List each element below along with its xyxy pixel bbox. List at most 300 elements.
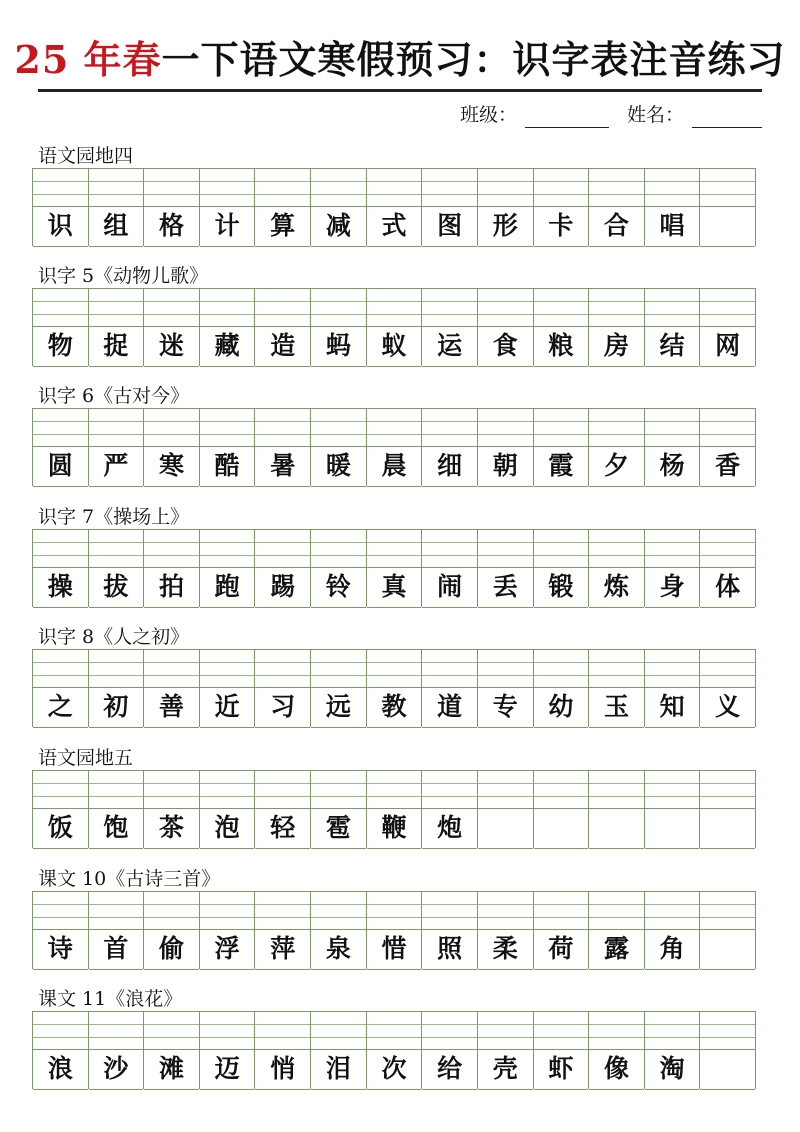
pinyin-writing-area[interactable]: [311, 891, 366, 930]
pinyin-writing-area[interactable]: [311, 649, 366, 688]
hanzi-character: 晨: [367, 446, 422, 487]
grid-cell: [33, 891, 89, 969]
hanzi-character: 霞: [534, 446, 589, 487]
pinyin-writing-area[interactable]: [645, 649, 700, 688]
pinyin-writing-area[interactable]: [200, 168, 255, 207]
grid-cell: [645, 168, 701, 246]
pinyin-writing-area[interactable]: [589, 891, 644, 930]
hanzi-character: 朝: [478, 446, 533, 487]
section-title: 识字 8《人之初》: [38, 626, 190, 648]
hanzi-character: 酷: [200, 446, 255, 487]
pinyin-writing-area[interactable]: [534, 1011, 589, 1050]
hanzi-character: 合: [589, 206, 644, 247]
grid-cell: [700, 529, 756, 607]
grid-cell: [700, 408, 756, 486]
grid-cell: [255, 288, 311, 366]
pinyin-writing-area[interactable]: [367, 408, 422, 447]
pinyin-writing-area[interactable]: [645, 529, 700, 568]
pinyin-writing-area[interactable]: [700, 1011, 755, 1050]
hanzi-character: 浪: [33, 1049, 88, 1090]
pinyin-writing-area[interactable]: [478, 408, 533, 447]
pinyin-writing-area[interactable]: [33, 1011, 88, 1050]
hanzi-character: [700, 808, 755, 849]
grid-cell: [700, 168, 756, 246]
hanzi-character: 锻: [534, 567, 589, 608]
grid-cell: [144, 649, 200, 727]
pinyin-writing-area[interactable]: [144, 288, 199, 327]
grid-cell: [255, 529, 311, 607]
grid-cell: [89, 529, 145, 607]
hanzi-character: 习: [255, 687, 310, 728]
pinyin-writing-area[interactable]: [422, 770, 477, 809]
pinyin-writing-area[interactable]: [367, 529, 422, 568]
section-title: 识字 7《操场上》: [38, 506, 190, 528]
pinyin-writing-area[interactable]: [144, 168, 199, 207]
grid-cell: [422, 408, 478, 486]
character-grid: [32, 1011, 756, 1089]
hanzi-character: 杨: [645, 446, 700, 487]
pinyin-writing-area[interactable]: [534, 891, 589, 930]
hanzi-character: 义: [700, 687, 755, 728]
grid-cell: [255, 408, 311, 486]
practice-section: [32, 505, 755, 601]
pinyin-writing-area[interactable]: [200, 1011, 255, 1050]
hanzi-character: 闹: [422, 567, 477, 608]
grid-cell: [645, 408, 701, 486]
section-title: 识字 6《古对今》: [38, 385, 190, 407]
hanzi-character: 饭: [33, 808, 88, 849]
character-grid: [32, 408, 756, 486]
hanzi-character: 照: [422, 929, 477, 970]
grid-cell: [200, 288, 256, 366]
pinyin-writing-area[interactable]: [589, 168, 644, 207]
hanzi-character: 荷: [534, 929, 589, 970]
pinyin-writing-area[interactable]: [311, 1011, 366, 1050]
grid-cell: [645, 529, 701, 607]
hanzi-character: 知: [645, 687, 700, 728]
pinyin-writing-area[interactable]: [367, 1011, 422, 1050]
pinyin-writing-area[interactable]: [367, 649, 422, 688]
pinyin-writing-area[interactable]: [422, 1011, 477, 1050]
hanzi-character: 初: [89, 687, 144, 728]
pinyin-writing-area[interactable]: [89, 168, 144, 207]
grid-cell: [645, 649, 701, 727]
pinyin-writing-area[interactable]: [33, 408, 88, 447]
practice-section: [32, 867, 755, 963]
pinyin-writing-area[interactable]: [700, 891, 755, 930]
pinyin-writing-area[interactable]: [700, 168, 755, 207]
pinyin-writing-area[interactable]: [89, 649, 144, 688]
grid-cell: [255, 168, 311, 246]
hanzi-character: 像: [589, 1049, 644, 1090]
hanzi-character: 丢: [478, 567, 533, 608]
pinyin-writing-area[interactable]: [422, 288, 477, 327]
pinyin-writing-area[interactable]: [89, 529, 144, 568]
grid-cell: [200, 408, 256, 486]
grid-cell: [144, 529, 200, 607]
pinyin-writing-area[interactable]: [311, 770, 366, 809]
grid-cell: [367, 529, 423, 607]
pinyin-writing-area[interactable]: [422, 408, 477, 447]
grid-cell: [589, 168, 645, 246]
hanzi-character: [700, 206, 755, 247]
hanzi-character: 组: [89, 206, 144, 247]
grid-cell: [311, 649, 367, 727]
grid-cell: [144, 288, 200, 366]
hanzi-character: [700, 1049, 755, 1090]
hanzi-character: 蚂: [311, 326, 366, 367]
grid-cell: [422, 168, 478, 246]
grid-cell: [534, 770, 590, 848]
pinyin-writing-area[interactable]: [255, 1011, 310, 1050]
hanzi-character: 饱: [89, 808, 144, 849]
pinyin-writing-area[interactable]: [255, 408, 310, 447]
hanzi-character: 泪: [311, 1049, 366, 1090]
hanzi-character: 露: [589, 929, 644, 970]
grid-cell: [311, 288, 367, 366]
grid-cell: [144, 168, 200, 246]
pinyin-writing-area[interactable]: [700, 408, 755, 447]
hanzi-character: 暖: [311, 446, 366, 487]
grid-cell: [422, 649, 478, 727]
pinyin-writing-area[interactable]: [200, 408, 255, 447]
grid-cell: [89, 408, 145, 486]
hanzi-character: 唱: [645, 206, 700, 247]
hanzi-character: 减: [311, 206, 366, 247]
pinyin-writing-area[interactable]: [534, 408, 589, 447]
pinyin-writing-area[interactable]: [311, 529, 366, 568]
class-label: 班级：: [459, 104, 517, 126]
grid-cell: [89, 168, 145, 246]
pinyin-writing-area[interactable]: [700, 529, 755, 568]
pinyin-writing-area[interactable]: [478, 770, 533, 809]
grid-cell: [200, 529, 256, 607]
grid-cell: [478, 770, 534, 848]
pinyin-writing-area[interactable]: [645, 770, 700, 809]
hanzi-character: 之: [33, 687, 88, 728]
grid-cell: [367, 770, 423, 848]
grid-cell: [589, 649, 645, 727]
hanzi-character: 式: [367, 206, 422, 247]
hanzi-character: 炮: [422, 808, 477, 849]
name-label: 姓名：: [626, 104, 684, 126]
grid-cell: [367, 1011, 423, 1089]
hanzi-character: 善: [144, 687, 199, 728]
grid-cell: [144, 1011, 200, 1089]
pinyin-writing-area[interactable]: [478, 168, 533, 207]
grid-cell: [367, 168, 423, 246]
grid-cell: [311, 168, 367, 246]
hanzi-character: 铃: [311, 567, 366, 608]
hanzi-character: 寒: [144, 446, 199, 487]
grid-cell: [311, 408, 367, 486]
pinyin-writing-area[interactable]: [645, 168, 700, 207]
hanzi-character: 香: [700, 446, 755, 487]
pinyin-writing-area[interactable]: [200, 288, 255, 327]
grid-cell: [645, 891, 701, 969]
hanzi-character: 拍: [144, 567, 199, 608]
hanzi-character: 柔: [478, 929, 533, 970]
hanzi-character: 炼: [589, 567, 644, 608]
grid-cell: [33, 288, 89, 366]
pinyin-writing-area[interactable]: [144, 649, 199, 688]
pinyin-writing-area[interactable]: [645, 408, 700, 447]
grid-cell: [33, 529, 89, 607]
pinyin-writing-area[interactable]: [422, 891, 477, 930]
pinyin-writing-area[interactable]: [478, 891, 533, 930]
pinyin-writing-area[interactable]: [89, 1011, 144, 1050]
hanzi-character: 教: [367, 687, 422, 728]
hanzi-character: 食: [478, 326, 533, 367]
pinyin-writing-area[interactable]: [422, 529, 477, 568]
pinyin-writing-area[interactable]: [89, 891, 144, 930]
grid-cell: [534, 649, 590, 727]
pinyin-writing-area[interactable]: [589, 1011, 644, 1050]
grid-cell: [589, 408, 645, 486]
grid-cell: [700, 891, 756, 969]
hanzi-character: 滩: [144, 1049, 199, 1090]
hanzi-character: 暑: [255, 446, 310, 487]
pinyin-writing-area[interactable]: [33, 529, 88, 568]
hanzi-character: 物: [33, 326, 88, 367]
pinyin-writing-area[interactable]: [33, 770, 88, 809]
grid-cell: [89, 1011, 145, 1089]
hanzi-character: 迈: [200, 1049, 255, 1090]
grid-cell: [200, 770, 256, 848]
hanzi-character: 计: [200, 206, 255, 247]
hanzi-character: 拔: [89, 567, 144, 608]
grid-cell: [144, 408, 200, 486]
pinyin-writing-area[interactable]: [144, 770, 199, 809]
hanzi-character: 细: [422, 446, 477, 487]
grid-cell: [700, 288, 756, 366]
pinyin-writing-area[interactable]: [534, 288, 589, 327]
hanzi-character: 萍: [255, 929, 310, 970]
section-title: 课文 11《浪花》: [38, 988, 183, 1010]
grid-cell: [367, 649, 423, 727]
practice-section: [32, 144, 755, 240]
pinyin-writing-area[interactable]: [700, 770, 755, 809]
hanzi-character: 玉: [589, 687, 644, 728]
grid-cell: [89, 770, 145, 848]
hanzi-character: 藏: [200, 326, 255, 367]
pinyin-writing-area[interactable]: [311, 288, 366, 327]
grid-cell: [33, 408, 89, 486]
hanzi-character: 偷: [144, 929, 199, 970]
grid-cell: [33, 649, 89, 727]
grid-cell: [478, 649, 534, 727]
pinyin-writing-area[interactable]: [255, 529, 310, 568]
hanzi-character: 粮: [534, 326, 589, 367]
pinyin-writing-area[interactable]: [200, 529, 255, 568]
hanzi-character: 幼: [534, 687, 589, 728]
pinyin-writing-area[interactable]: [478, 529, 533, 568]
practice-section: [32, 746, 755, 842]
pinyin-writing-area[interactable]: [478, 288, 533, 327]
pinyin-writing-area[interactable]: [89, 408, 144, 447]
section-title: 语文园地五: [38, 747, 134, 769]
grid-cell: [422, 529, 478, 607]
grid-cell: [255, 770, 311, 848]
grid-cell: [89, 288, 145, 366]
grid-cell: [311, 529, 367, 607]
hanzi-character: 迷: [144, 326, 199, 367]
hanzi-character: 道: [422, 687, 477, 728]
hanzi-character: 房: [589, 326, 644, 367]
pinyin-writing-area[interactable]: [255, 168, 310, 207]
character-grid: [32, 529, 756, 607]
grid-cell: [367, 408, 423, 486]
pinyin-writing-area[interactable]: [255, 891, 310, 930]
hanzi-character: 运: [422, 326, 477, 367]
pinyin-writing-area[interactable]: [89, 288, 144, 327]
hanzi-character: 沙: [89, 1049, 144, 1090]
grid-cell: [478, 288, 534, 366]
pinyin-writing-area[interactable]: [645, 891, 700, 930]
grid-cell: [700, 770, 756, 848]
grid-cell: [534, 529, 590, 607]
hanzi-character: [589, 808, 644, 849]
grid-cell: [200, 891, 256, 969]
grid-cell: [311, 1011, 367, 1089]
grid-cell: [33, 168, 89, 246]
section-title: 识字 5《动物儿歌》: [38, 265, 209, 287]
student-info: [442, 102, 762, 128]
pinyin-writing-area[interactable]: [422, 168, 477, 207]
hanzi-character: 结: [645, 326, 700, 367]
pinyin-writing-area[interactable]: [478, 649, 533, 688]
pinyin-writing-area[interactable]: [422, 649, 477, 688]
hanzi-character: [534, 808, 589, 849]
grid-cell: [367, 891, 423, 969]
pinyin-writing-area[interactable]: [33, 649, 88, 688]
pinyin-writing-area[interactable]: [534, 168, 589, 207]
pinyin-writing-area[interactable]: [367, 891, 422, 930]
hanzi-character: 身: [645, 567, 700, 608]
grid-cell: [422, 1011, 478, 1089]
hanzi-character: 体: [700, 567, 755, 608]
pinyin-writing-area[interactable]: [144, 891, 199, 930]
pinyin-writing-area[interactable]: [33, 168, 88, 207]
hanzi-character: 给: [422, 1049, 477, 1090]
class-blank[interactable]: [525, 107, 609, 128]
hanzi-character: 远: [311, 687, 366, 728]
grid-cell: [589, 891, 645, 969]
pinyin-writing-area[interactable]: [589, 408, 644, 447]
practice-section: [32, 625, 755, 721]
hanzi-character: [700, 929, 755, 970]
grid-cell: [89, 891, 145, 969]
pinyin-writing-area[interactable]: [255, 649, 310, 688]
grid-cell: [422, 891, 478, 969]
grid-cell: [255, 891, 311, 969]
grid-cell: [534, 168, 590, 246]
grid-cell: [478, 529, 534, 607]
character-grid: [32, 770, 756, 848]
grid-cell: [534, 1011, 590, 1089]
pinyin-writing-area[interactable]: [89, 770, 144, 809]
grid-cell: [478, 168, 534, 246]
grid-cell: [645, 770, 701, 848]
section-title: 语文园地四: [38, 145, 134, 167]
grid-cell: [144, 770, 200, 848]
hanzi-character: 诗: [33, 929, 88, 970]
pinyin-writing-area[interactable]: [311, 168, 366, 207]
pinyin-writing-area[interactable]: [589, 770, 644, 809]
hanzi-character: 严: [89, 446, 144, 487]
pinyin-writing-area[interactable]: [33, 891, 88, 930]
grid-cell: [700, 649, 756, 727]
hanzi-character: 专: [478, 687, 533, 728]
hanzi-character: 悄: [255, 1049, 310, 1090]
grid-cell: [589, 1011, 645, 1089]
grid-cell: [589, 288, 645, 366]
pinyin-writing-area[interactable]: [645, 1011, 700, 1050]
pinyin-writing-area[interactable]: [311, 408, 366, 447]
pinyin-writing-area[interactable]: [589, 529, 644, 568]
pinyin-writing-area[interactable]: [589, 288, 644, 327]
grid-cell: [534, 891, 590, 969]
grid-cell: [33, 770, 89, 848]
pinyin-writing-area[interactable]: [367, 288, 422, 327]
hanzi-character: 泉: [311, 929, 366, 970]
hanzi-character: [478, 808, 533, 849]
name-blank[interactable]: [692, 107, 762, 128]
grid-cell: [144, 891, 200, 969]
grid-cell: [200, 1011, 256, 1089]
grid-cell: [311, 770, 367, 848]
pinyin-writing-area[interactable]: [144, 1011, 199, 1050]
pinyin-writing-area[interactable]: [645, 288, 700, 327]
pinyin-writing-area[interactable]: [200, 770, 255, 809]
hanzi-character: 算: [255, 206, 310, 247]
hanzi-character: 造: [255, 326, 310, 367]
pinyin-writing-area[interactable]: [534, 529, 589, 568]
page-title: [0, 34, 800, 86]
pinyin-writing-area[interactable]: [534, 649, 589, 688]
pinyin-writing-area[interactable]: [144, 529, 199, 568]
hanzi-character: 鞭: [367, 808, 422, 849]
grid-cell: [89, 649, 145, 727]
pinyin-writing-area[interactable]: [367, 168, 422, 207]
hanzi-character: 近: [200, 687, 255, 728]
pinyin-writing-area[interactable]: [478, 1011, 533, 1050]
hanzi-character: 壳: [478, 1049, 533, 1090]
pinyin-writing-area[interactable]: [200, 649, 255, 688]
pinyin-writing-area[interactable]: [367, 770, 422, 809]
hanzi-character: 捉: [89, 326, 144, 367]
pinyin-writing-area[interactable]: [534, 770, 589, 809]
section-title: 课文 10《古诗三首》: [38, 868, 221, 890]
grid-cell: [367, 288, 423, 366]
pinyin-writing-area[interactable]: [144, 408, 199, 447]
pinyin-writing-area[interactable]: [200, 891, 255, 930]
pinyin-writing-area[interactable]: [700, 288, 755, 327]
pinyin-writing-area[interactable]: [589, 649, 644, 688]
practice-section: [32, 987, 755, 1083]
pinyin-writing-area[interactable]: [255, 770, 310, 809]
hanzi-character: 雹: [311, 808, 366, 849]
hanzi-character: 形: [478, 206, 533, 247]
hanzi-character: 圆: [33, 446, 88, 487]
pinyin-writing-area[interactable]: [255, 288, 310, 327]
character-grid: [32, 649, 756, 727]
grid-cell: [645, 1011, 701, 1089]
pinyin-writing-area[interactable]: [33, 288, 88, 327]
pinyin-writing-area[interactable]: [700, 649, 755, 688]
hanzi-character: 踢: [255, 567, 310, 608]
hanzi-character: 角: [645, 929, 700, 970]
